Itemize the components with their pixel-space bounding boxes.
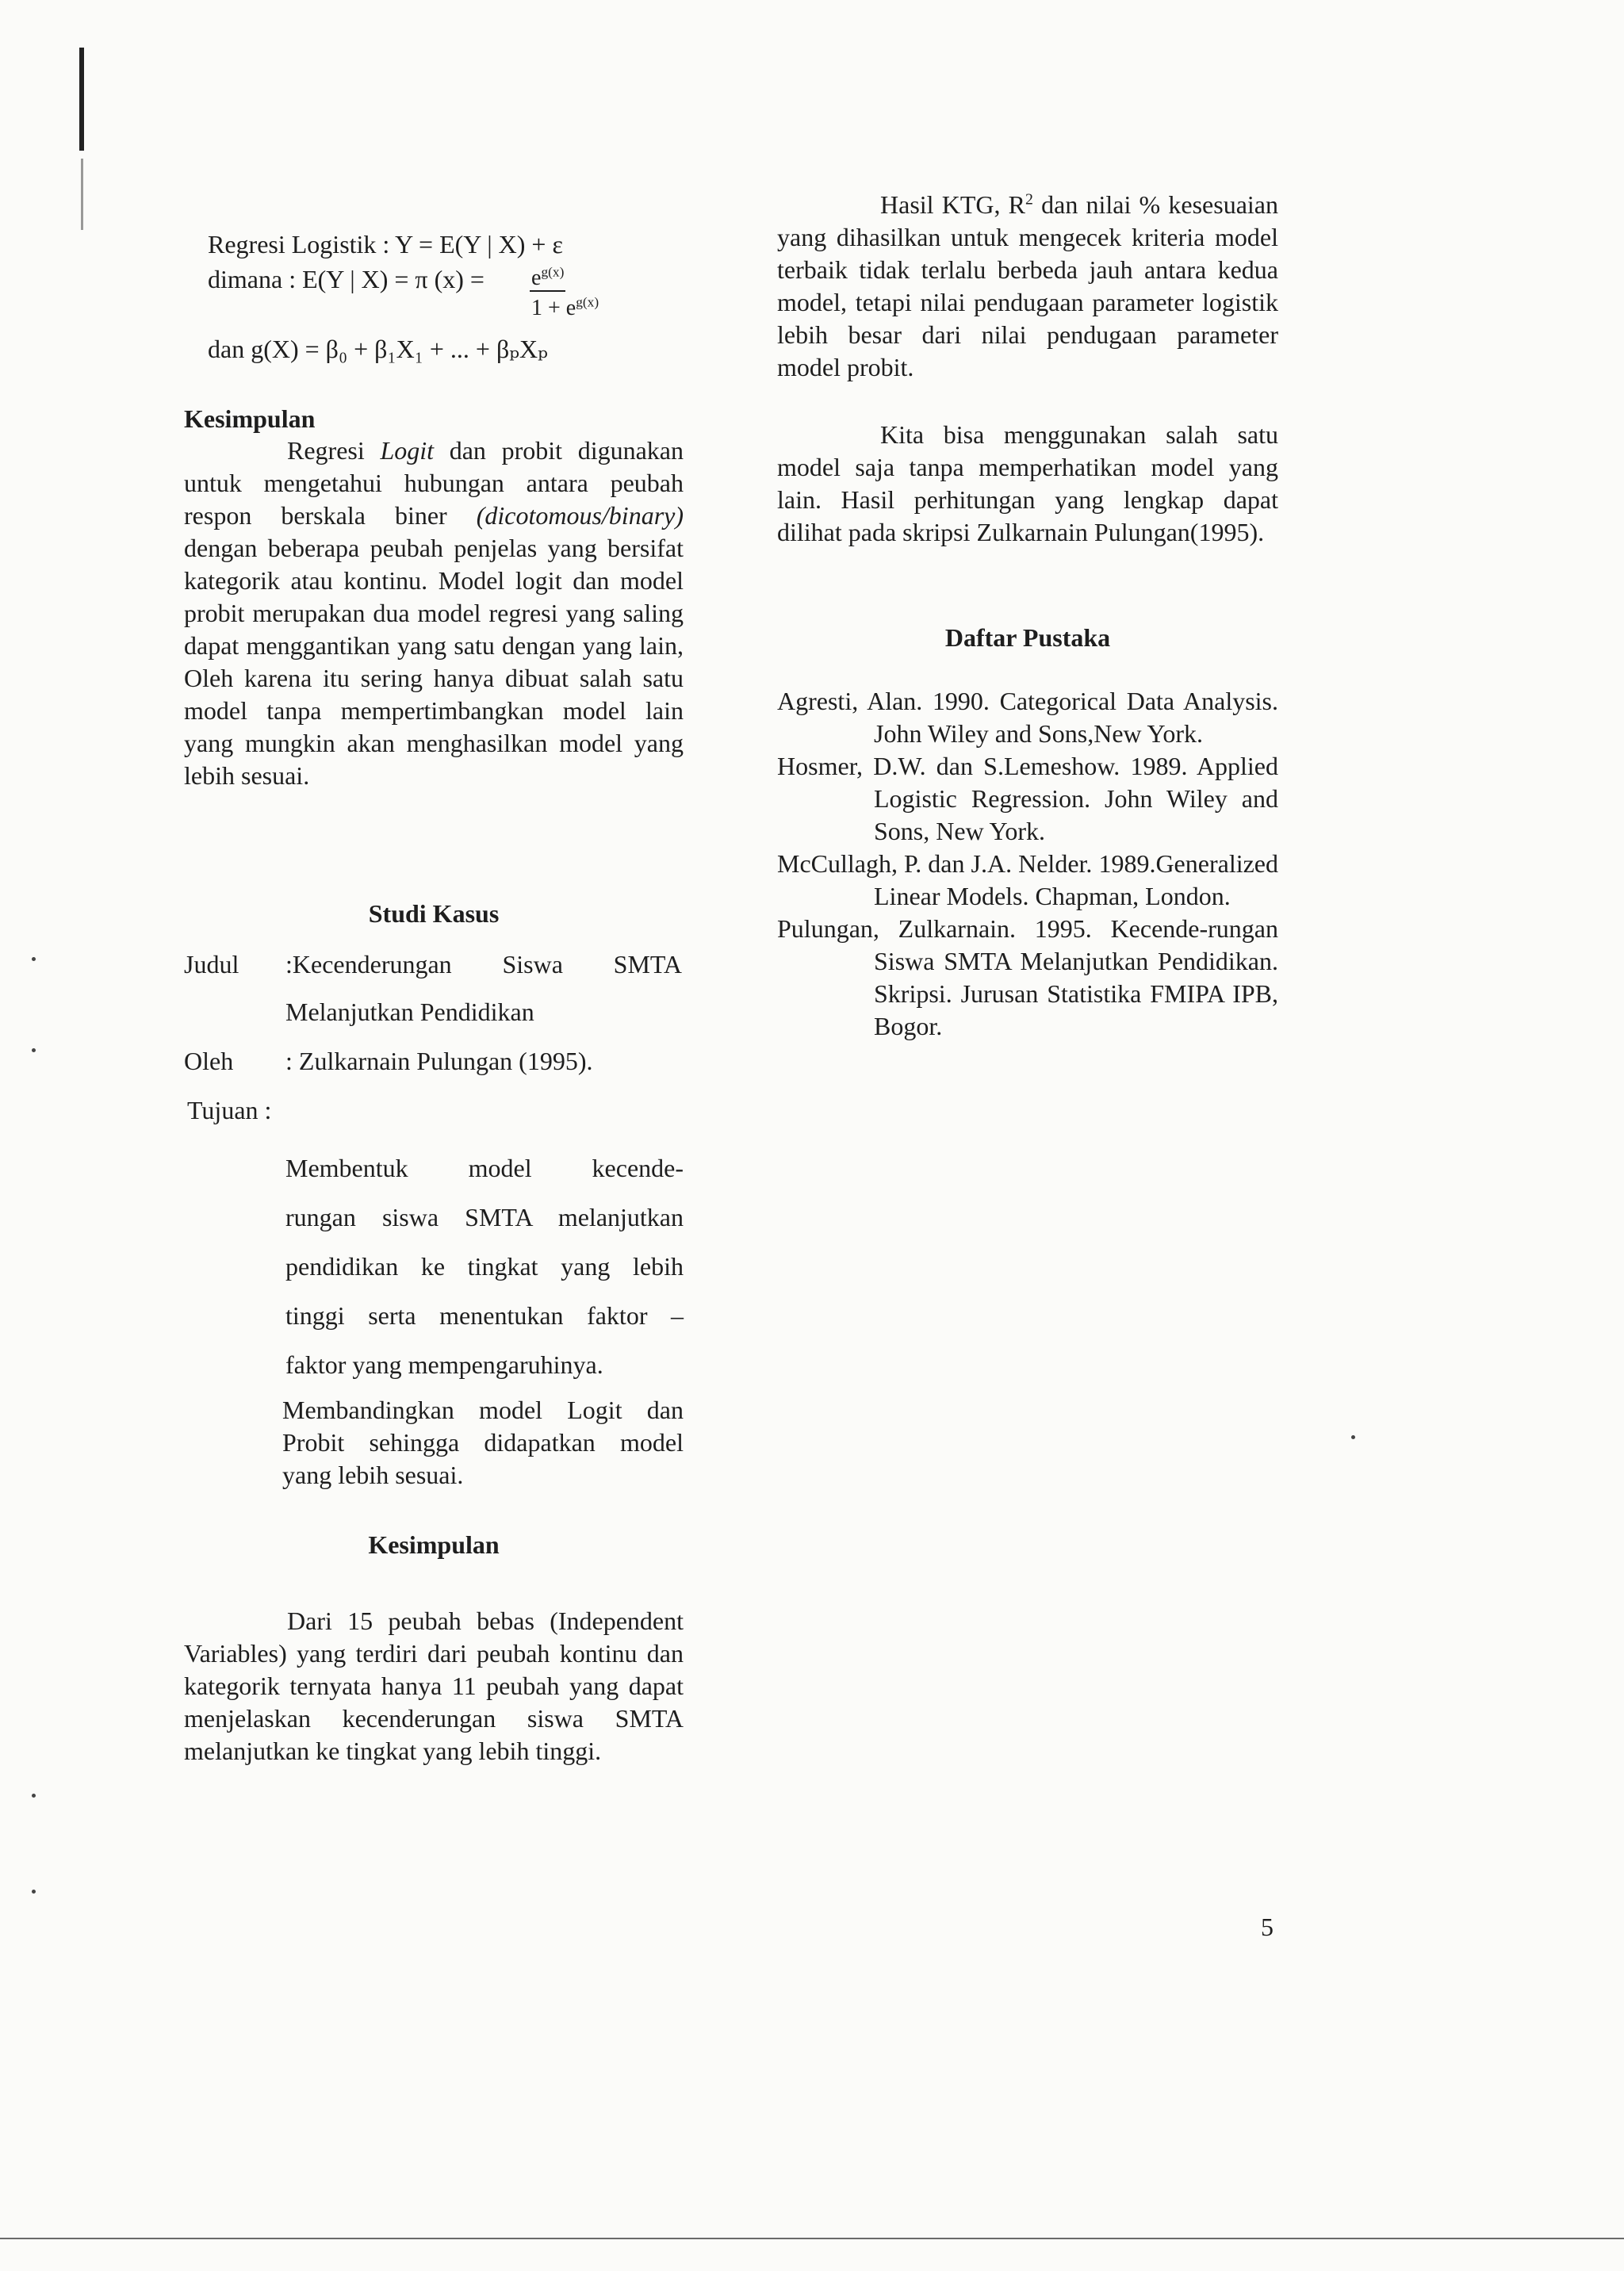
judul-value-line-2: Melanjutkan Pendidikan <box>285 998 534 1026</box>
numerator-base: e <box>531 266 542 290</box>
kesimpulan-paragraph: Regresi Logit dan probit digunakan untuk mengetahui hubungan antara peubah respon berskala biner (dicotomous/binary) dengan beberapa peubah penjelas yang bersifat kategorik atau kontinu. Model logit dan model probit merupakan dua model regresi yang saling dapat menggantikan yang satu dengan yang lain, Oleh karena itu sering hanya dibuat salah satu model tanpa mempertimbangkan model lain yang mungkin akan menghasilkan model yang lebih sesuai. <box>184 436 684 790</box>
kesimpulan-2-paragraph: Dari 15 peubah bebas (Independent Variables) yang terdiri dari peubah kontinu dan kategorik ternyata hanya 11 peubah yang dapat menjelaskan kecenderungan siswa SMTA melanjutkan ke tingkat yang lebih tinggi. <box>184 1607 684 1765</box>
oleh-row <box>184 1045 684 1078</box>
judul-label: Judul <box>184 950 239 978</box>
tujuan-item-1-line: pendidikan ke tingkat yang lebih <box>285 1252 684 1281</box>
bottom-scan-line <box>0 2238 1624 2239</box>
judul-value: :Kecenderungan Siswa SMTA <box>285 950 682 978</box>
formula-line-2 <box>208 263 699 327</box>
formula-line-3: dan g(X) = β₀ + β₁X₁ + ... + βₚXₚ <box>208 335 548 363</box>
formula-line-1: Regresi Logistik : Y = E(Y | X) + ε <box>208 230 563 259</box>
kesimpulan-2-heading: Kesimpulan <box>368 1530 500 1559</box>
speck <box>1351 1435 1355 1439</box>
kesimpulan-heading: Kesimpulan <box>184 404 316 433</box>
denominator-exponent: g(x) <box>576 294 599 310</box>
reference-item: Pulungan, Zulkarnain. 1995. Kecende-rungan Siswa SMTA Melanjutkan Pendidikan. Skripsi. Jurusan Statistika FMIPA IPB, Bogor. <box>777 914 1278 1040</box>
reference-list <box>777 685 1278 1043</box>
tujuan-item-1 <box>285 1143 684 1389</box>
formula-line-2-prefix: dimana : E(Y | X) = π (x) = <box>208 265 485 293</box>
oleh-label: Oleh <box>184 1047 234 1075</box>
speck <box>32 1048 36 1052</box>
kita-paragraph: Kita bisa menggunakan salah satu model saja tanpa memperhatikan model yang lain. Hasil perhitungan yang lengkap dapat dilihat pada skripsi Zulkarnain Pulungan(1995). <box>777 420 1278 546</box>
studi-kasus-heading: Studi Kasus <box>368 899 500 928</box>
speck <box>32 1794 36 1798</box>
numerator-exponent: g(x) <box>541 264 565 280</box>
tujuan-label: Tujuan : <box>187 1096 272 1124</box>
binding-edge-mark <box>81 159 83 230</box>
reference-item: Agresti, Alan. 1990. Categorical Data Analysis. John Wiley and Sons,New York. <box>777 687 1278 748</box>
reference-item: Hosmer, D.W. dan S.Lemeshow. 1989. Applied Logistic Regression. John Wiley and Sons, New York. <box>777 752 1278 845</box>
page-number: 5 <box>1261 1913 1274 1941</box>
tujuan-item-2: Membandingkan model Logit dan Probit sehingga didapatkan model yang lebih sesuai. <box>282 1396 684 1489</box>
fraction-numerator <box>530 266 565 292</box>
tujuan-item-1-line: tinggi serta menentukan faktor – <box>285 1301 684 1330</box>
hasil-paragraph: Hasil KTG, $R^2$ dan nilai % kesesuaian yang dihasilkan untuk mengecek kriteria model terbaik tidak terlalu berbeda jauh antara kedua model, tetapi nilai pendugaan parameter logistik lebih besar dari nilai pendugaan parameter model probit. <box>777 190 1278 381</box>
tujuan-item-1-line: Membentuk model kecende- <box>285 1154 684 1182</box>
denominator-base: 1 + e <box>531 296 576 320</box>
fraction-denominator <box>531 294 599 320</box>
speck <box>32 957 36 961</box>
tujuan-item-1-line: faktor yang mempengaruhinya. <box>285 1350 603 1379</box>
judul-row <box>184 948 684 981</box>
oleh-value: : Zulkarnain Pulungan (1995). <box>285 1047 593 1075</box>
speck <box>32 1890 36 1894</box>
tujuan-item-1-line: rungan siswa SMTA melanjutkan <box>285 1203 684 1231</box>
reference-item: McCullagh, P. dan J.A. Nelder. 1989.Generalized Linear Models. Chapman, London. <box>777 849 1278 910</box>
binding-edge-mark <box>79 48 84 151</box>
daftar-pustaka-heading: Daftar Pustaka <box>944 623 1111 652</box>
